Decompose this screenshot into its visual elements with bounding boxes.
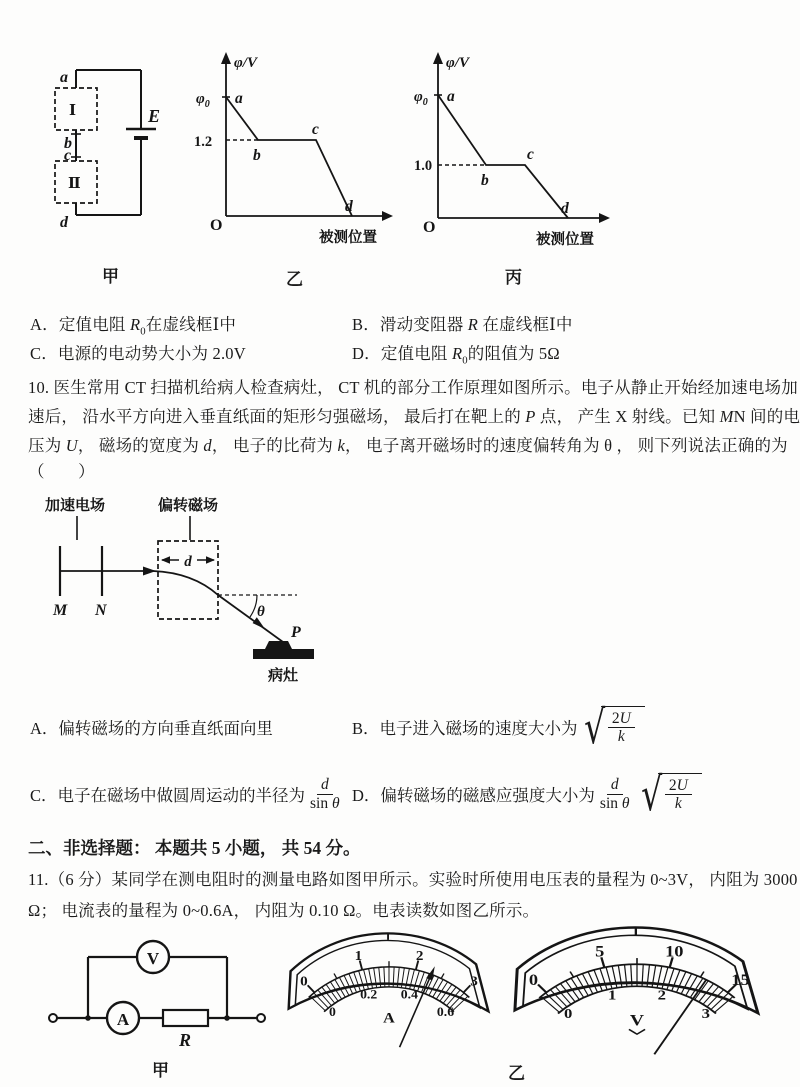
- resistor-label: R: [179, 1030, 192, 1050]
- svg-text:A: A: [383, 1010, 395, 1027]
- voltmeter-letter: V: [146, 949, 160, 968]
- terminal-right: [257, 1014, 265, 1022]
- node-d-label: d: [60, 214, 68, 231]
- svg-text:O: O: [210, 217, 223, 234]
- circuit-figure-jia: [38, 57, 198, 232]
- graph-yi: [190, 50, 405, 250]
- section-2-header: 二、非选择题： 本题共 5 小题， 共 54 分。: [28, 838, 361, 858]
- q9-option-a: A．定值电阻 $R_0$在虚线框Ⅰ中: [30, 315, 237, 338]
- svg-text:10: 10: [665, 942, 684, 961]
- svg-text:3: 3: [701, 1006, 710, 1022]
- q10-line-3: 压为 U， 磁场的宽度为 d， 电子的比荷为 k， 电子离开磁场时的速度偏转角为 θ ， 则下列说法正确的为: [28, 436, 788, 455]
- caption-bing-top: 丙: [505, 268, 522, 287]
- node-b-label: b: [64, 135, 72, 152]
- theta-label: θ: [257, 604, 265, 620]
- caption-yi-top: 乙: [286, 270, 303, 289]
- q9-option-c: C．电源的电动势大小为 2.0V: [30, 344, 246, 363]
- svg-text:b: b: [253, 147, 261, 164]
- ct-figure: [25, 483, 355, 693]
- svg-text:1: 1: [608, 987, 617, 1003]
- q9-option-d: D．定值电阻 $R_0$的阻值为 5Ω: [352, 344, 560, 367]
- q10-option-b: B．电子进入磁场的速度大小为 √ $\frac{2U}{k}$: [352, 698, 645, 756]
- svg-text:d: d: [561, 200, 569, 217]
- measurement-circuit: [20, 925, 270, 1055]
- formula-sqrt-d: √ $\frac{2U}{k}$: [637, 773, 702, 815]
- formula-sqrt-b: √ $\frac{2U}{k}$: [580, 706, 645, 748]
- q10-option-c: C．电子在磁场中做圆周运动的半径为 $\frac{d}{\text{sin θ}}$: [30, 776, 340, 812]
- svg-text:0: 0: [300, 974, 308, 990]
- y-axis-arrow: [433, 52, 443, 64]
- potential-curve: [226, 97, 352, 216]
- svg-text:15: 15: [731, 971, 750, 989]
- svg-text:5: 5: [595, 942, 605, 961]
- plateau-value: 1.2: [194, 134, 213, 150]
- q10-line-2: 速后， 沿水平方向进入垂直纸面的矩形匀强磁场， 最后打在靶上的 P 点， 产生 X 射线。已知 MN 间的电: [28, 407, 800, 426]
- phi0-label: $\varphi_0$: [196, 91, 210, 110]
- svg-text:0.2: 0.2: [360, 987, 378, 1002]
- box2-label: Ⅱ: [68, 176, 81, 192]
- accel-field-label: 加速电场: [45, 498, 106, 514]
- caption-jia-bottom: 甲: [152, 1061, 169, 1080]
- plateau-value: 1.0: [414, 158, 433, 174]
- svg-text:0: 0: [564, 1006, 573, 1022]
- q10-line-4: （ ）: [28, 462, 95, 481]
- q11-line-2: Ω； 电流表的量程为 0~0.6A， 内阻为 0.10 Ω。电表读数如图乙所示。: [28, 901, 540, 920]
- svg-text:c: c: [312, 121, 319, 138]
- resistor-symbol: [163, 1010, 208, 1026]
- y-axis-arrow: [221, 52, 231, 64]
- svg-text:d: d: [345, 198, 353, 215]
- voltmeter-gauge: [508, 926, 766, 1060]
- terminal-left: [49, 1014, 57, 1022]
- q10-line-1: 10. 医生常用 CT 扫描机给病人检查病灶， CT 机的部分工作原理如图所示。电子从静止开始经加速电场加: [28, 378, 798, 397]
- q11-line-1: 11.（6 分）某同学在测电阻时的测量电路如图甲所示。实验时所使用电压表的量程为 0~3V， 内阻为 3000: [28, 870, 798, 889]
- radical-sign: √: [640, 766, 662, 821]
- svg-text:0: 0: [329, 1004, 336, 1019]
- graph-bing: [413, 50, 631, 250]
- plate-N-label: N: [95, 602, 107, 619]
- emf-label: E: [148, 106, 161, 126]
- caption-jia-top: 甲: [102, 267, 119, 286]
- potential-curve: [438, 95, 568, 218]
- target-shape: [253, 641, 314, 659]
- q10-option-a: A．偏转磁场的方向垂直纸面向里: [30, 719, 273, 738]
- x-axis-label: 被测位置: [536, 232, 594, 248]
- node-c-label: c: [64, 147, 72, 164]
- formula-frac-d: $\frac{d}{\text{sin θ}}$: [599, 776, 630, 812]
- deflect-field-label: 偏转磁场: [158, 498, 219, 514]
- ammeter-gauge: [283, 932, 495, 1054]
- x-axis-arrow: [382, 211, 393, 221]
- x-axis-label: 被测位置: [319, 230, 377, 246]
- svg-text:a: a: [447, 88, 455, 105]
- q9-option-b: B．滑动变阻器 R 在虚线框Ⅰ中: [352, 315, 573, 334]
- svg-text:V: V: [629, 1011, 645, 1030]
- radical-sign: √: [583, 699, 605, 754]
- y-axis-label: φ/V: [446, 55, 469, 71]
- formula-frac-c: $\frac{d}{\text{sin θ}}$: [310, 776, 340, 812]
- svg-text:1: 1: [354, 948, 363, 964]
- phi0-label: $\varphi_0$: [414, 89, 428, 108]
- svg-text:2: 2: [415, 948, 424, 964]
- ammeter-letter: A: [116, 1010, 130, 1029]
- q10-option-d: D．偏转磁场的磁感应强度大小为 $\frac{d}{\text{sin θ}}$ √ $\frac{2U}{k}$: [352, 762, 702, 826]
- svg-text:a: a: [235, 90, 243, 107]
- box1-label: Ⅰ: [69, 103, 77, 119]
- node-a-label: a: [60, 69, 68, 86]
- y-axis-label: φ/V: [234, 55, 257, 71]
- width-d-label: d: [184, 554, 192, 570]
- svg-text:b: b: [481, 172, 489, 189]
- svg-text:0: 0: [528, 971, 539, 989]
- svg-text:2: 2: [657, 987, 666, 1003]
- svg-text:0.6: 0.6: [436, 1004, 455, 1019]
- point-P-label: P: [291, 624, 301, 641]
- svg-text:0.4: 0.4: [400, 987, 418, 1002]
- target-label: 病灶: [268, 668, 299, 684]
- plate-M-label: M: [53, 602, 68, 619]
- svg-text:O: O: [423, 219, 436, 236]
- magnetic-field-box: [158, 541, 218, 619]
- caption-yi-bottom: 乙: [508, 1064, 525, 1083]
- svg-text:c: c: [527, 146, 534, 163]
- x-axis-arrow: [599, 213, 610, 223]
- svg-text:3: 3: [470, 974, 478, 990]
